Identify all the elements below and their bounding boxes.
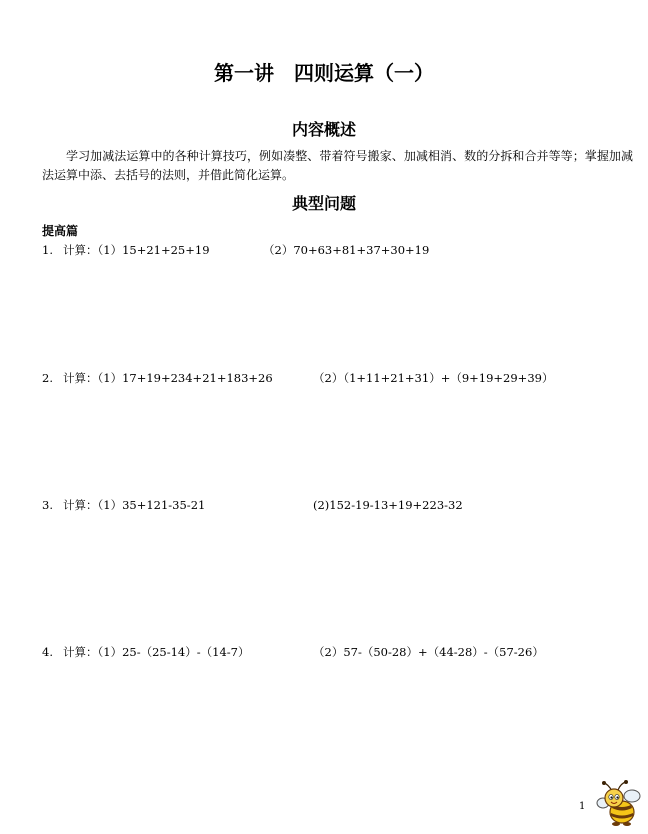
problem-expression-1: （1）25-（25-14）-（14-7） — [97, 645, 250, 659]
problem-label: 计算： — [63, 243, 98, 257]
page-title: 第一讲 四则运算（一） — [214, 61, 434, 85]
problems-heading: 典型问题 — [291, 194, 356, 213]
problem-label: 计算： — [63, 371, 98, 385]
bee-icon — [596, 779, 642, 827]
problem-item — [42, 497, 633, 513]
problem-number: 3. — [42, 498, 53, 512]
problem-item — [42, 644, 633, 660]
problem-expression-2: （2）（1+11+21+31）+（9+19+29+39） — [313, 371, 554, 385]
problem-expression-2: （2）70+63+81+37+30+19 — [263, 243, 430, 257]
problem-part-1 — [63, 370, 273, 386]
problem-number: 2. — [42, 371, 53, 385]
problem-expression-1: （1）35+121-35-21 — [97, 498, 206, 512]
problem-item — [42, 370, 633, 386]
problem-item — [42, 242, 633, 258]
problem-expression-2: (2)152-19-13+19+223-32 — [313, 498, 463, 512]
problem-number: 4. — [42, 645, 53, 659]
problem-number: 1. — [42, 243, 53, 257]
page-number: 1 — [579, 801, 586, 812]
subheading-advanced: 提高篇 — [42, 224, 79, 238]
problem-part-1 — [63, 644, 249, 660]
problem-expression-1: （1）17+19+234+21+183+26 — [97, 371, 273, 385]
overview-heading: 内容概述 — [291, 120, 356, 139]
problem-label: 计算： — [63, 645, 98, 659]
overview-paragraph: 学习加减法运算中的各种计算技巧，例如凑整、带着符号搬家、加减相消、数的分拆和合并等等；掌握加减法运算中添、去括号的法则，并借此简化运算。 — [42, 149, 633, 182]
problem-label: 计算： — [63, 498, 98, 512]
problem-expression-2: （2）57-（50-28）+（44-28）-（57-26） — [313, 645, 544, 659]
problem-expression-1: （1）15+21+25+19 — [97, 243, 210, 257]
problem-part-1 — [63, 497, 205, 513]
problem-part-1 — [63, 242, 210, 258]
